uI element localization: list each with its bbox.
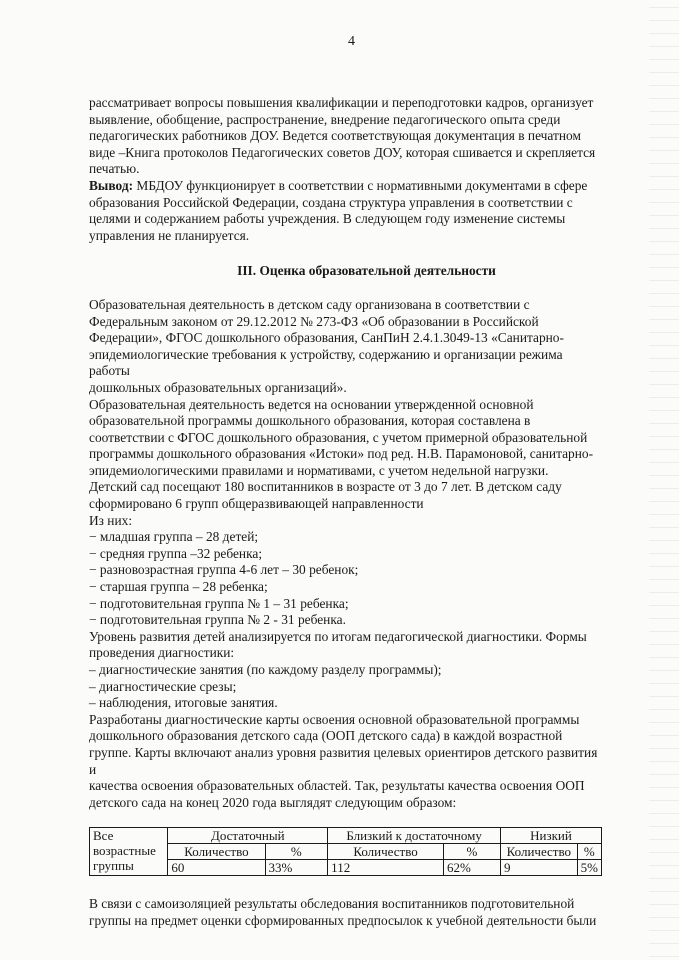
row-header-line: Все bbox=[93, 828, 114, 844]
count-header: Количество bbox=[168, 844, 265, 860]
text-line: виде –Книга протоколов Педагогических советов ДОУ, которая сшивается и скрепляется bbox=[89, 144, 596, 160]
list-item: – наблюдения, итоговые занятия. bbox=[89, 695, 278, 711]
list-item: – диагностические занятия (по каждому разделу программы); bbox=[89, 662, 442, 677]
text-line: группы на предмет оценки сформированных предпосылок к учебной деятельности были bbox=[89, 912, 597, 928]
table-row bbox=[90, 828, 602, 844]
text-line: печатью. bbox=[89, 161, 140, 177]
level-header-near: Близкий к достаточному bbox=[328, 828, 501, 844]
text-line: программы дошкольного образования «Истоки» под ред. Н.В. Парамоновой, санитарно- bbox=[89, 446, 594, 462]
closing-paragraph bbox=[89, 896, 604, 929]
text-line: дошкольных образовательных организаций». bbox=[89, 379, 347, 395]
text-line: управления не планируется. bbox=[89, 227, 250, 243]
text-line: группе. Карты включают анализ уровня развития целевых ориентиров детского развития и bbox=[89, 744, 598, 777]
page-edge bbox=[649, 0, 679, 960]
text-line: Федерации», ФГОС дошкольного образования, СанПиН 2.4.1.3049-13 «Санитарно- bbox=[89, 330, 564, 346]
intro-paragraph bbox=[89, 95, 604, 178]
text-line: соответствии с ФГОС дошкольного образования, с учетом примерной образовательной bbox=[89, 429, 588, 445]
list-item: − младшая группа – 28 детей; bbox=[89, 529, 259, 545]
text-line: Разработаны диагностические карты освоения основной образовательной программы bbox=[89, 711, 580, 727]
document-content bbox=[89, 95, 604, 930]
text-line: дошкольного образования детского сада (ООП детского сада) в каждой возрастной bbox=[89, 728, 563, 744]
text-line: Образовательная деятельность в детском саду организована в соответствии с bbox=[89, 296, 530, 312]
page-number: 4 bbox=[348, 34, 355, 49]
count-header: Количество bbox=[328, 844, 444, 860]
text-line: педагогических работников ДОУ. Ведется соответствующая документация в печатном bbox=[89, 128, 581, 144]
body-text bbox=[89, 297, 604, 811]
conclusion-paragraph bbox=[89, 178, 604, 244]
text-line: Детский сад посещают 180 воспитанников в возрасте от 3 до 7 лет. В детском саду bbox=[89, 479, 562, 495]
row-header-line: группы bbox=[93, 858, 134, 874]
percent-header: % bbox=[443, 844, 500, 860]
text-line bbox=[89, 178, 604, 195]
text-line: целями и содержанием работы учреждения. В следующем году изменение системы bbox=[89, 211, 566, 227]
count-cell: 60 bbox=[168, 860, 265, 876]
level-header-low: Низкий bbox=[501, 828, 602, 844]
results-table bbox=[89, 827, 602, 876]
text-line: Из них: bbox=[89, 512, 133, 528]
text-line: образовательной программы дошкольного образования, которая составлена в bbox=[89, 413, 531, 429]
text-line: качества освоения образовательных областей. Так, результаты качества освоения ООП bbox=[89, 778, 585, 794]
section-heading: III. Оценка образовательной деятельности bbox=[237, 263, 496, 279]
text-line: проведения диагностики: bbox=[89, 645, 235, 661]
count-cell: 112 bbox=[328, 860, 444, 876]
list-item: − подготовительная группа № 1 – 31 ребенка; bbox=[89, 595, 349, 611]
text-line: выявление, обобщение, распространение, внедрение педагогического опыта среди bbox=[89, 111, 561, 127]
text-line: эпидемиологическими правилами и нормативами, с учетом недельной нагрузки. bbox=[89, 462, 549, 478]
list-item: − старшая группа – 28 ребенка; bbox=[89, 579, 268, 595]
row-header-line: возрастные bbox=[93, 843, 156, 859]
list-item: – диагностические срезы; bbox=[89, 678, 237, 694]
list-item: − средняя группа –32 ребенка; bbox=[89, 545, 263, 561]
text-line: образования Российской Федерации, создана структура управления в соответствии с bbox=[89, 194, 573, 210]
text-line: детского сада на конец 2020 года выглядят следующим образом: bbox=[89, 794, 457, 810]
row-header-cell bbox=[90, 828, 168, 876]
count-header: Количество bbox=[501, 844, 578, 860]
text-line: Образовательная деятельность ведется на основании утвержденной основной bbox=[89, 396, 534, 412]
text-line: В связи с самоизоляцией результаты обследования воспитанников подготовительной bbox=[89, 896, 575, 912]
text-line: сформировано 6 групп общеразвивающей направленности bbox=[89, 496, 424, 512]
percent-header: % bbox=[265, 844, 328, 860]
percent-cell: 33% bbox=[265, 860, 328, 876]
text-line: эпидемиологические требования к устройству, содержанию и организации режима работы bbox=[89, 346, 563, 379]
list-item: − подготовительная группа № 2 - 31 ребенка. bbox=[89, 612, 346, 628]
level-header-sufficient: Достаточный bbox=[168, 828, 328, 844]
list-item: − разновозрастная группа 4-6 лет – 30 ребенок; bbox=[89, 562, 359, 578]
text-line: Уровень развития детей анализируется по итогам педагогической диагностики. Формы bbox=[89, 628, 587, 644]
text-line: Федеральным законом от 29.12.2012 № 273-ФЗ «Об образовании в Российской bbox=[89, 313, 539, 329]
percent-cell: 5% bbox=[577, 860, 601, 876]
count-cell: 9 bbox=[501, 860, 578, 876]
conclusion-text: МБДОУ функционирует в соответствии с нормативными документами в сфере bbox=[133, 177, 588, 193]
percent-header: % bbox=[577, 844, 601, 860]
percent-cell: 62% bbox=[443, 860, 500, 876]
text-line: рассматривает вопросы повышения квалификации и переподготовки кадров, организует bbox=[89, 95, 594, 110]
conclusion-label: Вывод: bbox=[89, 177, 134, 193]
